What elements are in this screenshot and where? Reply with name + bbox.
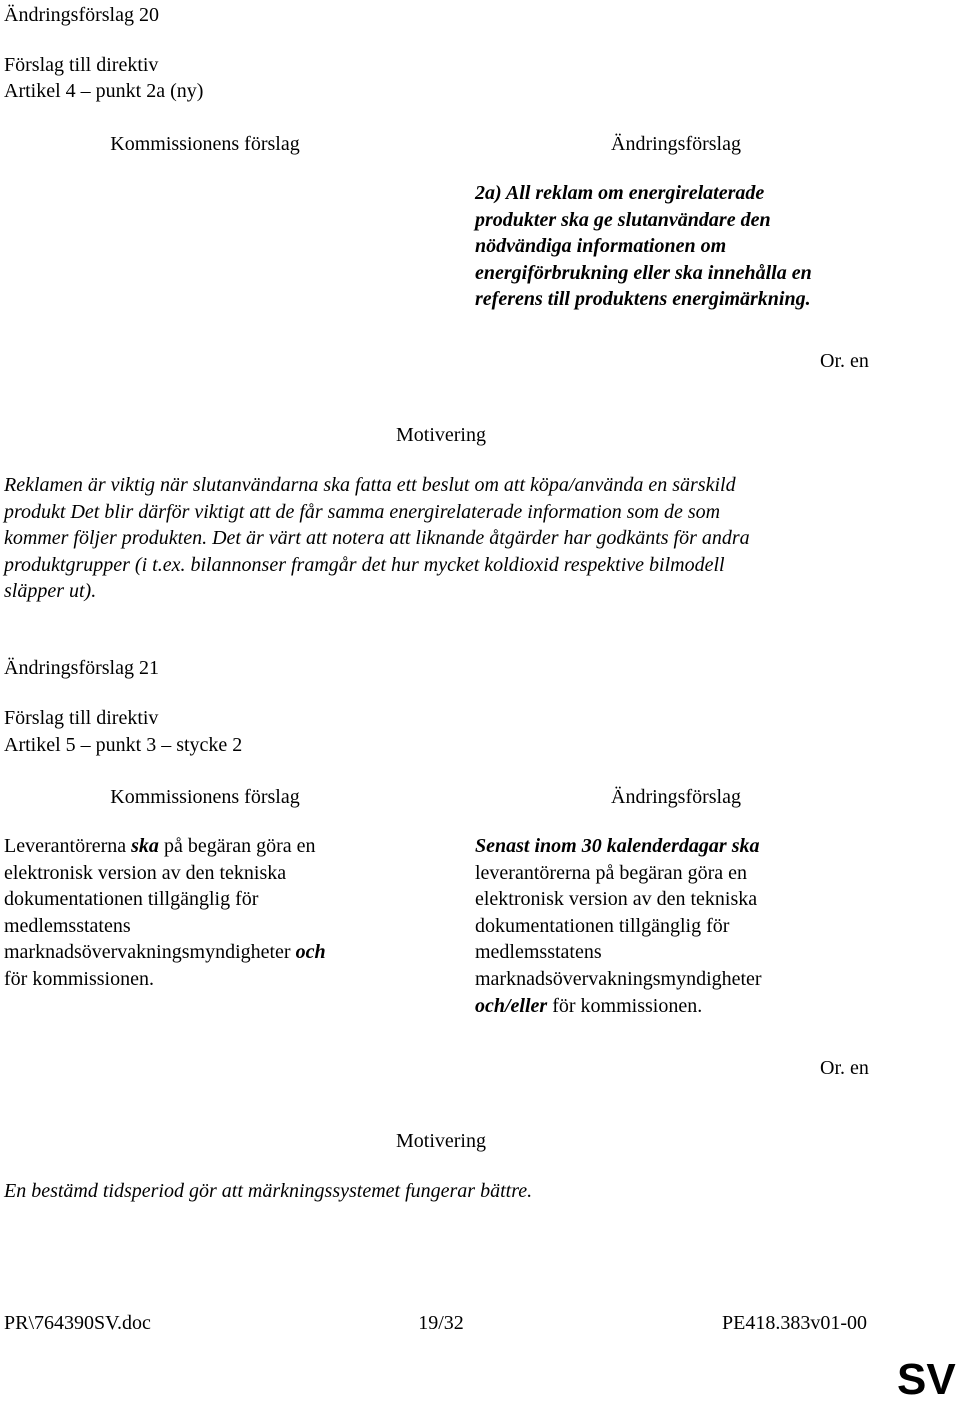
inserted-text: och/eller	[475, 994, 548, 1017]
proposal-line: för kommissionen.	[4, 967, 154, 990]
proposal-line: elektronisk version av den tekniska	[4, 861, 287, 884]
justification-line: släpper ut).	[4, 580, 97, 603]
justification-line: kommer följer produkten. Det är värt att notera att liknande åtgärder har godkänts för andra	[4, 527, 750, 550]
commission-proposal-header: Kommissionens förslag	[110, 133, 300, 155]
justification-line: produktgrupper (i t.ex. bilannonser framgår det hur mycket koldioxid respektive bilmodell	[4, 553, 725, 576]
amendment-line: marknadsövervakningsmyndigheter	[475, 967, 762, 990]
justification-text	[4, 472, 750, 605]
amendment-header: Ändringsförslag	[611, 133, 741, 155]
commission-proposal-text	[4, 833, 326, 993]
proposal-line: medlemsstatens	[4, 914, 131, 937]
deleted-text: och	[295, 941, 326, 964]
amendment-line: referens till produktens energimärkning.	[475, 288, 811, 311]
text-run: på begäran göra en	[158, 835, 316, 857]
original-language: Or. en	[820, 1057, 869, 1079]
justification-title: Motivering	[396, 1130, 486, 1152]
text-run: Leverantörerna	[4, 835, 132, 857]
amendment-line: dokumentationen tillgänglig för	[475, 914, 730, 937]
proposal-line	[4, 833, 326, 860]
footer-doc-reference: PR\764390SV.doc	[4, 1312, 151, 1334]
amendment-20-heading: Ändringsförslag 20	[4, 4, 159, 26]
amendment-line: energiförbrukning eller ska innehålla en	[475, 261, 812, 284]
amendment-line: leverantörerna på begäran göra en	[475, 861, 748, 884]
text-run: marknadsövervakningsmyndigheter	[4, 941, 296, 964]
proposal-line: dokumentationen tillgänglig för	[4, 888, 259, 911]
amendment-line: elektronisk version av den tekniska	[475, 888, 758, 911]
amendment-line: Senast inom 30 kalenderdagar ska	[475, 835, 760, 857]
amendment-line: produkter ska ge slutanvändare den	[475, 208, 771, 231]
article-reference: Artikel 4 – punkt 2a (ny)	[4, 80, 204, 102]
amendment-text	[475, 180, 812, 313]
proposal-title: Förslag till direktiv	[4, 54, 159, 76]
amendment-header: Ändringsförslag	[611, 786, 741, 808]
commission-proposal-header: Kommissionens förslag	[110, 786, 300, 808]
amendment-text	[475, 833, 762, 1019]
deleted-text: ska	[131, 835, 159, 857]
original-language: Or. en	[820, 350, 869, 372]
justification-title: Motivering	[396, 424, 486, 446]
justification-line: Reklamen är viktig när slutanvändarna ska fatta ett beslut om att köpa/använda en särskild	[4, 474, 736, 496]
amendment-line: medlemsstatens	[475, 941, 602, 964]
proposal-title: Förslag till direktiv	[4, 707, 159, 729]
proposal-line	[4, 939, 326, 966]
amendment-line: 2a) All reklam om energirelaterade	[475, 182, 765, 204]
justification-text: En bestämd tidsperiod gör att märkningssystemet fungerar bättre.	[4, 1180, 533, 1202]
article-reference: Artikel 5 – punkt 3 – stycke 2	[4, 734, 243, 756]
footer-page-number: 19/32	[418, 1312, 464, 1334]
amendment-line: nödvändiga informationen om	[475, 235, 727, 258]
footer-pe-reference: PE418.383v01-00	[722, 1312, 867, 1334]
justification-line: produkt Det blir därför viktigt att de får samma energirelaterade information som de som	[4, 500, 721, 523]
amendment-21-heading: Ändringsförslag 21	[4, 657, 159, 679]
language-code: SV	[897, 1355, 956, 1404]
amendment-line	[475, 993, 762, 1020]
text-run: för kommissionen.	[547, 994, 703, 1017]
